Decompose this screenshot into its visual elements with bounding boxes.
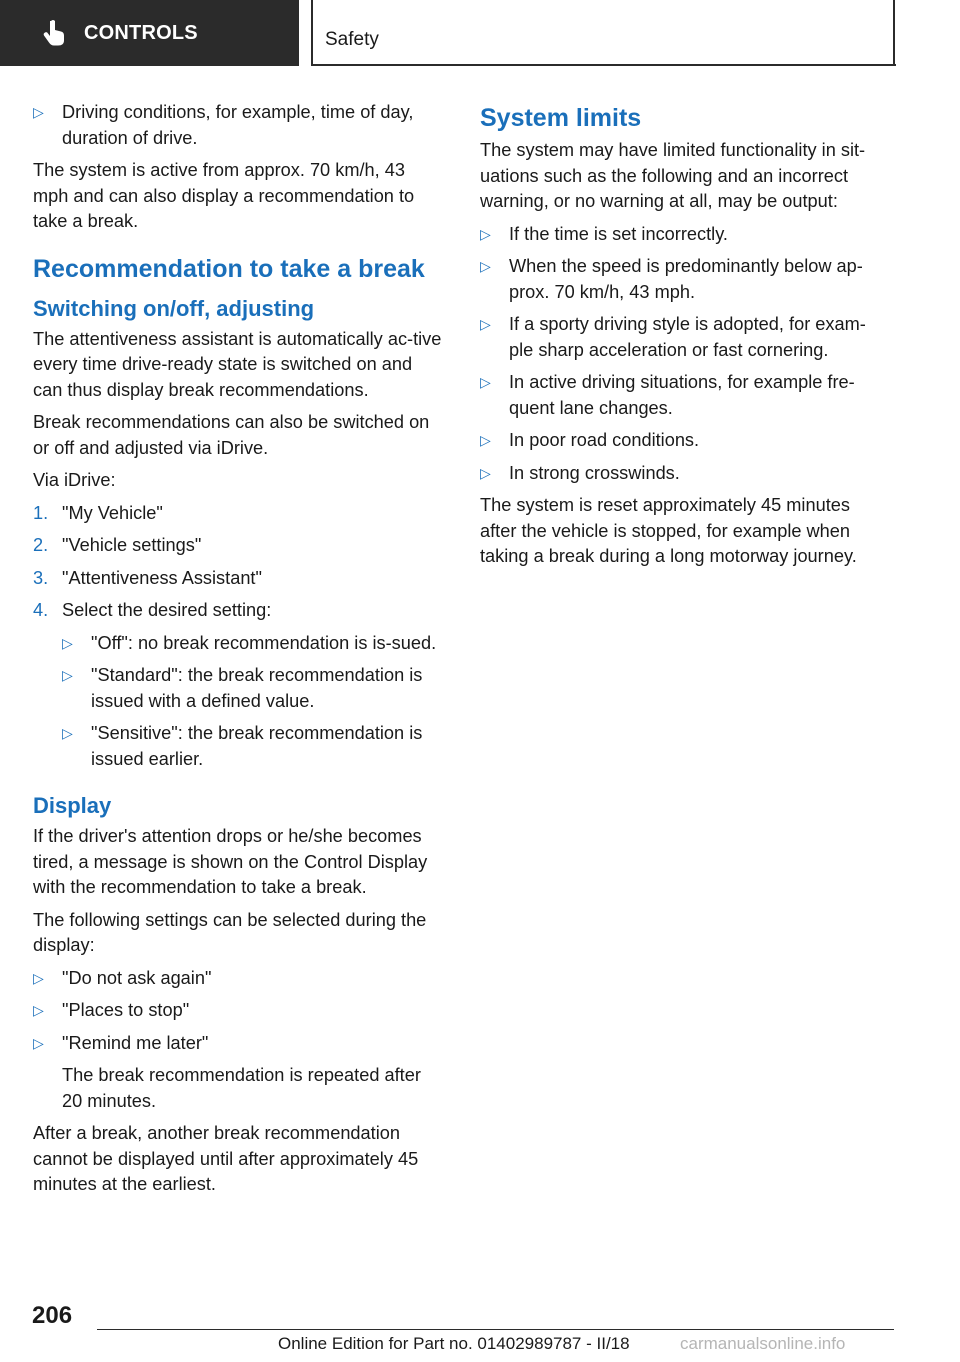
header-divider	[311, 0, 313, 66]
step-number: 3.	[33, 567, 49, 588]
bullet-triangle-icon: ▷	[33, 104, 44, 120]
list-item: ▷ "Do not ask again"	[33, 966, 445, 992]
heading-switching: Switching on/off, adjusting	[33, 295, 315, 321]
bullet-triangle-icon: ▷	[480, 432, 491, 448]
list-item: ▷ When the speed is predominantly below ap‐prox. 70 km/h, 43 mph.	[480, 256, 863, 302]
list-item: ▷ In poor road conditions.	[480, 428, 890, 454]
paragraph-active: The system is active from approx. 70 km/h, 43 mph and can also display a recommendation to take a break.	[33, 160, 415, 231]
paragraph-via: Via iDrive:	[33, 470, 116, 490]
bullet-triangle-icon: ▷	[480, 225, 491, 242]
chapter-title: Safety	[325, 29, 379, 50]
section-tab	[0, 0, 299, 66]
step-number: 2.	[33, 535, 49, 555]
header-rule	[311, 64, 896, 66]
paragraph-display: If the driver's attention drops or he/she becomes tired, a message is shown on the Control Display with the recommendation to take a break.	[33, 826, 428, 897]
bullet-triangle-icon: ▷	[62, 634, 73, 651]
step-number: 4.	[33, 600, 49, 620]
header-right-edge	[893, 0, 895, 66]
paragraph-reset: The system is reset approximately 45 minutes after the vehicle is stopped, for example when taking a break during a long motorway journey.	[480, 495, 857, 566]
list-item: ▷ Driving conditions, for example, time of day, duration of drive.	[33, 102, 414, 148]
bullet-triangle-icon: ▷	[480, 464, 491, 481]
bullet-triangle-icon: ▷	[33, 1034, 44, 1051]
left-column	[33, 100, 445, 1205]
step-number: 1.	[33, 502, 49, 523]
list-item: ▷ If a sporty driving style is adopted, for exam‐ple sharp acceleration or fast cornering.	[480, 314, 866, 360]
bullet-triangle-icon: ▷	[480, 316, 491, 332]
heading-system-limits: System limits	[480, 104, 642, 132]
remind-note: The break recommendation is repeated after 20 minutes.	[62, 1065, 421, 1111]
paragraph-after: After a break, another break recommendation cannot be displayed until after approximately 45 minutes at the earliest.	[33, 1123, 419, 1194]
list-item: ▷ If the time is set incorrectly.	[480, 222, 890, 248]
step-item: 4. Select the desired setting:	[33, 598, 445, 624]
heading-break-recommendation: Recommendation to take a break	[33, 254, 425, 283]
list-item: ▷ "Sensitive": the break recommendation is issued earlier.	[62, 723, 423, 769]
list-item: ▷ "Standard": the break recommendation is issued with a defined value.	[62, 665, 423, 711]
bullet-triangle-icon: ▷	[480, 258, 491, 274]
settings-list	[62, 631, 445, 773]
paragraph-limits-intro: The system may have limited functionality in sit‐uations such as the following and an incorrect warning, or no warning at all, may be output:	[480, 140, 866, 211]
bullet-triangle-icon: ▷	[480, 374, 491, 390]
step-item: 1. "My Vehicle"	[33, 501, 445, 527]
list-item: ▷ In active driving situations, for example fre‐quent lane changes.	[480, 372, 855, 418]
paragraph-idrive: Break recommendations can also be switched on or off and adjusted via iDrive.	[33, 412, 430, 458]
step-item: 2. "Vehicle settings"	[33, 533, 445, 559]
heading-display: Display	[33, 793, 112, 818]
page-number: 206	[32, 1302, 73, 1329]
bullet-triangle-icon: ▷	[62, 725, 73, 741]
edition-text: Online Edition for Part no. 01402989787 - II/18	[278, 1334, 630, 1353]
watermark-link[interactable]: carmanualsonline.info	[680, 1334, 846, 1353]
list-item: ▷ "Remind me later"	[33, 1031, 445, 1057]
footer-rule	[97, 1329, 894, 1330]
section-title: CONTROLS	[84, 21, 198, 44]
bullet-triangle-icon: ▷	[62, 667, 73, 683]
list-item: ▷ In strong crosswinds.	[480, 461, 890, 487]
hand-pointer-icon	[42, 19, 68, 47]
bullet-triangle-icon: ▷	[33, 969, 44, 986]
bullet-triangle-icon: ▷	[33, 1002, 44, 1018]
paragraph-following: The following settings can be selected during the display:	[33, 909, 427, 955]
step-item: 3. "Attentiveness Assistant"	[33, 566, 445, 592]
right-column	[480, 100, 890, 577]
list-item: ▷ "Places to stop"	[33, 998, 445, 1024]
paragraph-auto: The attentiveness assistant is automatically ac‐tive every time drive-ready state is switched on and can thus display break recommendations.	[33, 328, 442, 400]
list-item: ▷ "Off": no break recommendation is is‐sued.	[62, 631, 445, 657]
page-header	[0, 0, 960, 66]
